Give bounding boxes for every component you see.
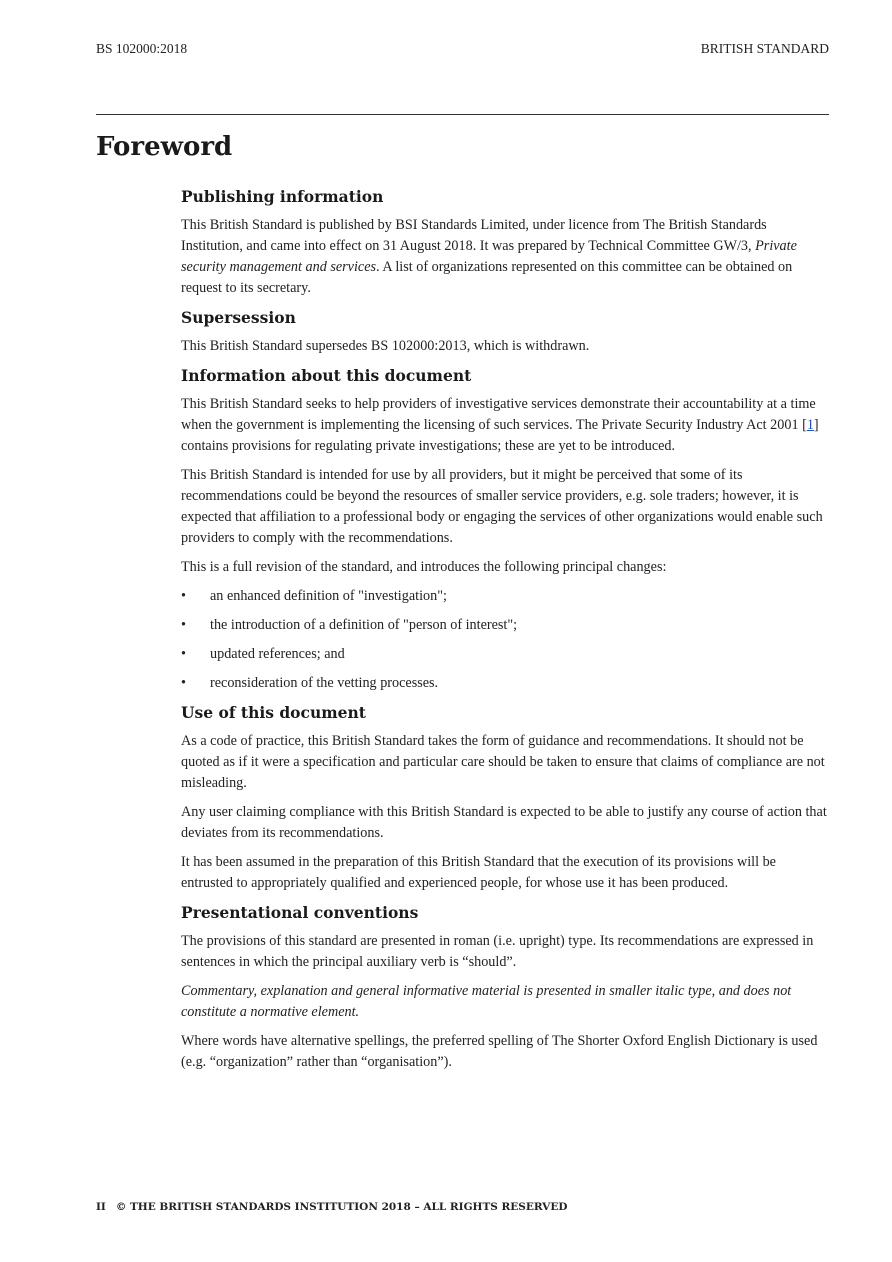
list-item [181,673,829,694]
use-heading: Use of this document [181,703,366,722]
use-paragraph-2: Any user claiming compliance with this British Standard is expected to be able to justify any course of action that deviates from its recommendations. [181,804,827,841]
foreword-content [181,186,829,1081]
header-rule [96,114,829,115]
conventions-paragraph-1: The provisions of this standard are presented in roman (i.e. upright) type. Its recommendations are expressed in sentences in which the principal auxiliary verb is “should”. [181,933,814,970]
publishing-text-a: This British Standard is published by BSI Standards Limited, under licence from The British Standards Institution, and came into effect on 31 August 2018. It was prepared by Technical Committee GW/3, [181,217,767,254]
publishing-section [181,186,829,299]
bullet-icon: • [181,646,186,662]
supersession-section [181,307,829,357]
bullet-icon: • [181,617,186,633]
use-paragraph-3: It has been assumed in the preparation of this British Standard that the execution of its provisions will be entrusted to appropriately qualified and experienced people, for whose use it has been produced. [181,854,776,891]
page-number: II [96,1201,106,1213]
supersession-paragraph: This British Standard supersedes BS 102000:2013, which is withdrawn. [181,338,590,354]
page-title: Foreword [96,132,233,162]
info-heading: Information about this document [181,366,472,385]
document-id: BS 102000:2018 [96,41,188,56]
commentary-paragraph: Commentary, explanation and general informative material is presented in smaller italic type, and does not constitute a normative element. [181,983,792,1020]
bullet-icon: • [181,588,186,604]
list-item-text: an enhanced definition of "investigation"; [210,588,447,604]
publishing-text-b: . A list of organizations represented on this committee can be obtained on request to its secretary. [181,259,793,296]
info-paragraph-1 [181,394,829,457]
use-section [181,702,829,894]
page-footer [96,1201,567,1213]
header-category: BRITISH STANDARD [700,41,829,56]
supersession-heading: Supersession [181,308,296,327]
list-item [181,586,829,607]
list-item-text: updated references; and [210,646,345,662]
publishing-heading: Publishing information [181,187,384,206]
use-paragraph-1: As a code of practice, this British Standard takes the form of guidance and recommendations. It should not be quoted as if it were a specification and particular care should be taken to ensure that claims of compliance are not misleading. [181,733,825,791]
copyright-notice: © THE BRITISH STANDARDS INSTITUTION 2018 – ALL RIGHTS RESERVED [115,1201,568,1213]
conventions-heading: Presentational conventions [181,903,419,922]
publishing-paragraph [181,215,829,299]
info-paragraph-3: This is a full revision of the standard, and introduces the following principal changes: [181,559,667,575]
info-section [181,365,829,694]
committee-name: Private security management and services [181,238,797,275]
info-text-b: ] contains provisions for regulating private investigations; these are yet to be introduced. [181,417,819,454]
changes-list [181,586,829,694]
reference-link[interactable]: 1 [806,417,814,433]
bullet-icon: • [181,675,186,691]
conventions-section [181,902,829,1073]
list-item [181,615,829,636]
list-item [181,644,829,665]
list-item-text: the introduction of a definition of "person of interest"; [210,617,518,633]
conventions-paragraph-3: Where words have alternative spellings, the preferred spelling of The Shorter Oxford English Dictionary is used (e.g. “organization” rather than “organisation”). [181,1033,818,1070]
info-paragraph-2: This British Standard is intended for use by all providers, but it might be perceived that some of its recommendations could be beyond the resources of smaller service providers, e.g. sole traders; however, it is expected that affiliation to a professional body or engaging the services of other organizations would enable such providers to comply with the recommendations. [181,467,823,546]
list-item-text: reconsideration of the vetting processes. [210,675,439,691]
info-text-a: This British Standard seeks to help providers of investigative services demonstrate their accountability at a time when the government is implementing the licensing of such services. The Private Security Industry Act 2001 [ [181,396,816,433]
